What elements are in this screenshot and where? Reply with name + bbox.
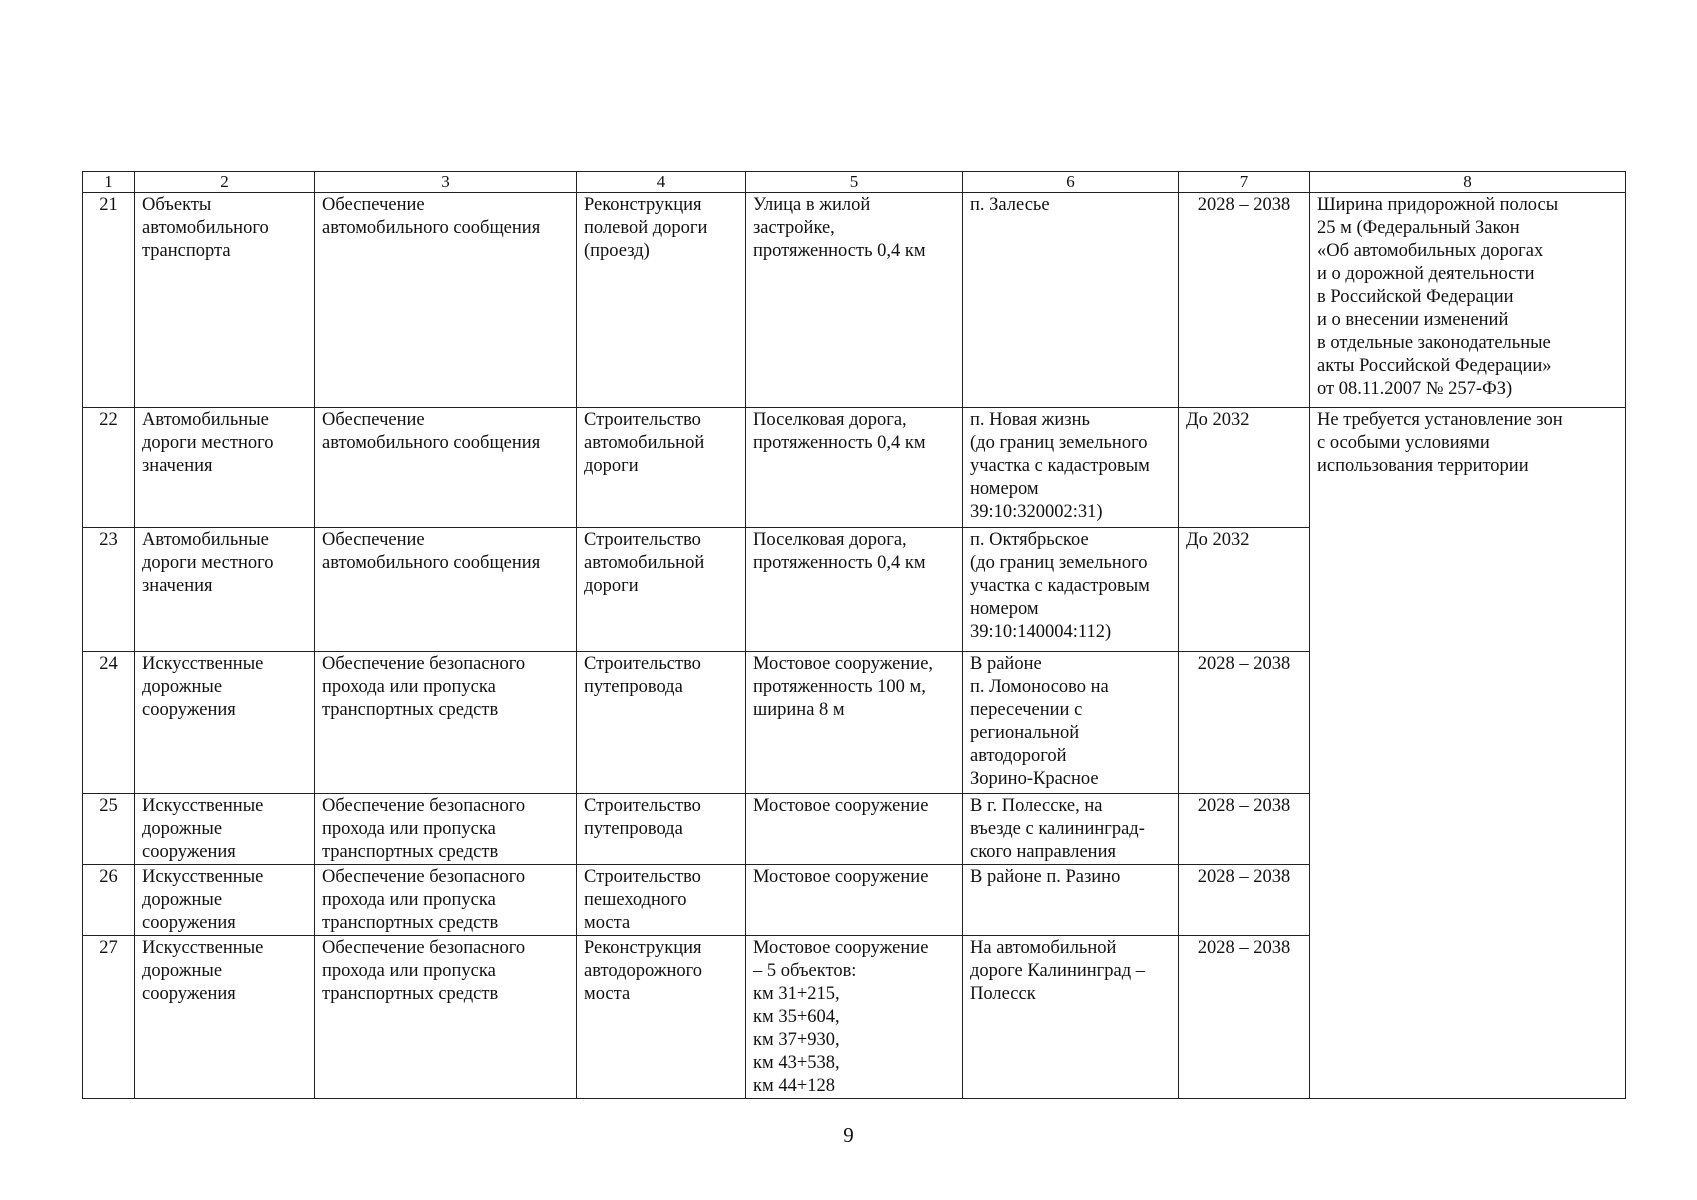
column-number-4: 4 xyxy=(577,172,746,193)
location-cell: п. Октябрьское (до границ земельного участка с кадастровым номером 39:10:140004:112) xyxy=(963,528,1179,652)
action-cell: Строительство пешеходного моста xyxy=(577,865,746,936)
object-type-cell: Автомобильные дороги местного значения xyxy=(135,528,315,652)
column-number-6: 6 xyxy=(963,172,1179,193)
object-type-cell: Искусственные дорожные сооружения xyxy=(135,936,315,1099)
object-type-cell: Искусственные дорожные сооружения xyxy=(135,794,315,865)
characteristics-cell: Мостовое сооружение xyxy=(746,794,963,865)
zone-requirement-cell: Ширина придорожной полосы 25 м (Федеральный Закон «Об автомобильных дорогах и о дорожной деятельности в Российской Федерации и о внесении изменений в отдельные законодательные акты Российской Федерации» от 08.11.2007 № 257-ФЗ) xyxy=(1310,193,1626,408)
zone-requirement-cell: Не требуется установление зон с особыми условиями использования территории xyxy=(1310,408,1626,1099)
column-number-5: 5 xyxy=(746,172,963,193)
location-cell: В г. Полесске, на въезде с калининград- ского направления xyxy=(963,794,1179,865)
period-cell: 2028 – 2038 xyxy=(1179,865,1310,936)
object-type-cell: Автомобильные дороги местного значения xyxy=(135,408,315,528)
objects-table xyxy=(82,171,1626,1099)
column-number-3: 3 xyxy=(315,172,577,193)
object-type-cell: Искусственные дорожные сооружения xyxy=(135,652,315,794)
characteristics-cell: Мостовое сооружение – 5 объектов: км 31+215, км 35+604, км 37+930, км 43+538, км 44+128 xyxy=(746,936,963,1099)
purpose-cell: Обеспечение безопасного прохода или пропуска транспортных средств xyxy=(315,652,577,794)
row-number-cell: 25 xyxy=(83,794,135,865)
object-type-cell: Объекты автомобильного транспорта xyxy=(135,193,315,408)
period-cell: 2028 – 2038 xyxy=(1179,193,1310,408)
period-cell: 2028 – 2038 xyxy=(1179,652,1310,794)
location-cell: п. Новая жизнь (до границ земельного участка с кадастровым номером 39:10:320002:31) xyxy=(963,408,1179,528)
column-number-1: 1 xyxy=(83,172,135,193)
table-row xyxy=(83,193,1626,408)
purpose-cell: Обеспечение автомобильного сообщения xyxy=(315,528,577,652)
purpose-cell: Обеспечение автомобильного сообщения xyxy=(315,408,577,528)
period-cell: 2028 – 2038 xyxy=(1179,936,1310,1099)
characteristics-cell: Мостовое сооружение xyxy=(746,865,963,936)
period-cell: До 2032 xyxy=(1179,408,1310,528)
characteristics-cell: Поселковая дорога, протяженность 0,4 км xyxy=(746,528,963,652)
location-cell: В районе п. Ломоносово на пересечении с региональной автодорогой Зорино-Красное xyxy=(963,652,1179,794)
row-number-cell: 23 xyxy=(83,528,135,652)
column-number-8: 8 xyxy=(1310,172,1626,193)
column-number-7: 7 xyxy=(1179,172,1310,193)
row-number-cell: 27 xyxy=(83,936,135,1099)
action-cell: Строительство автомобильной дороги xyxy=(577,528,746,652)
period-cell: До 2032 xyxy=(1179,528,1310,652)
location-cell: В районе п. Разино xyxy=(963,865,1179,936)
purpose-cell: Обеспечение автомобильного сообщения xyxy=(315,193,577,408)
action-cell: Строительство путепровода xyxy=(577,652,746,794)
row-number-cell: 22 xyxy=(83,408,135,528)
page-number: 9 xyxy=(843,1123,854,1147)
purpose-cell: Обеспечение безопасного прохода или пропуска транспортных средств xyxy=(315,936,577,1099)
period-cell: 2028 – 2038 xyxy=(1179,794,1310,865)
header-row xyxy=(83,172,1626,193)
location-cell: п. Залесье xyxy=(963,193,1179,408)
characteristics-cell: Улица в жилой застройке, протяженность 0,4 км xyxy=(746,193,963,408)
action-cell: Реконструкция автодорожного моста xyxy=(577,936,746,1099)
action-cell: Строительство автомобильной дороги xyxy=(577,408,746,528)
location-cell: На автомобильной дороге Калининград – Полесск xyxy=(963,936,1179,1099)
purpose-cell: Обеспечение безопасного прохода или пропуска транспортных средств xyxy=(315,865,577,936)
purpose-cell: Обеспечение безопасного прохода или пропуска транспортных средств xyxy=(315,794,577,865)
row-number-cell: 24 xyxy=(83,652,135,794)
table-body xyxy=(83,172,1626,1099)
table-row xyxy=(83,408,1626,528)
object-type-cell: Искусственные дорожные сооружения xyxy=(135,865,315,936)
row-number-cell: 21 xyxy=(83,193,135,408)
action-cell: Реконструкция полевой дороги (проезд) xyxy=(577,193,746,408)
action-cell: Строительство путепровода xyxy=(577,794,746,865)
row-number-cell: 26 xyxy=(83,865,135,936)
characteristics-cell: Поселковая дорога, протяженность 0,4 км xyxy=(746,408,963,528)
column-number-2: 2 xyxy=(135,172,315,193)
characteristics-cell: Мостовое сооружение, протяженность 100 м, ширина 8 м xyxy=(746,652,963,794)
